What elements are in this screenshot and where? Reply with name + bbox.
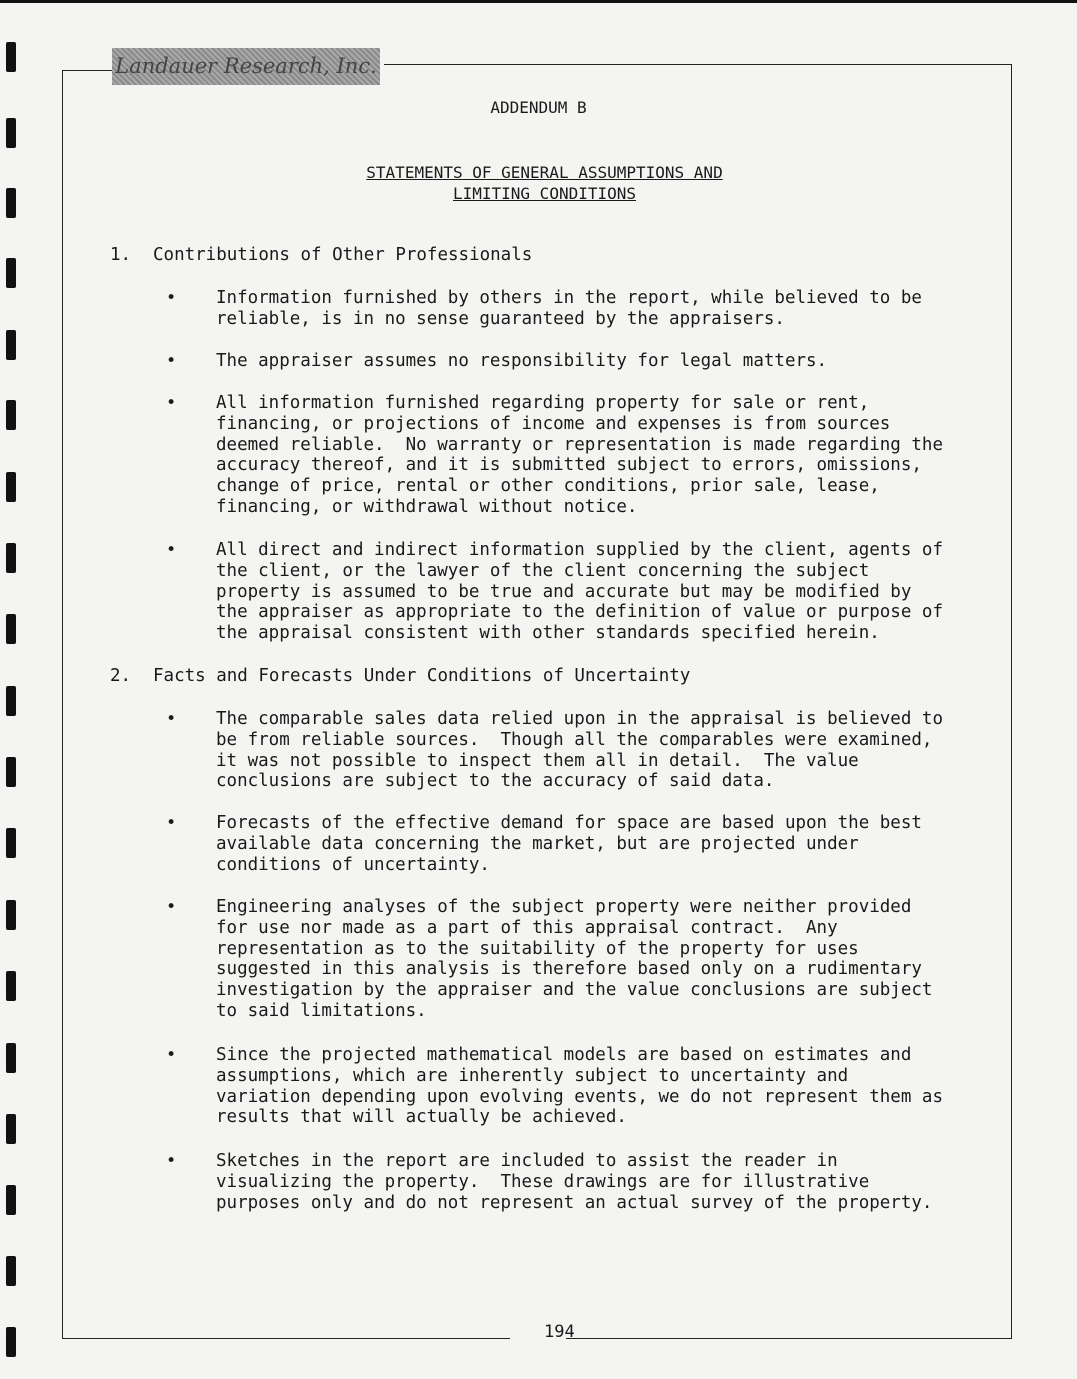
document-title — [6, 163, 1077, 182]
punch-hole — [6, 614, 16, 644]
bullet-marker: • — [166, 288, 177, 308]
title-line-2: LIMITING CONDITIONS — [452, 184, 637, 203]
scan-top-edge — [0, 0, 1077, 3]
text-line: conclusions are subject to the accuracy of said data. — [216, 771, 775, 792]
text-line: assumptions, which are inherently subject to uncertainty and — [216, 1065, 849, 1086]
bullet-marker: • — [166, 1151, 177, 1171]
punch-hole — [6, 400, 16, 430]
text-line: property is assumed to be true and accurate but may be modified by — [216, 581, 912, 602]
punch-hole — [6, 258, 16, 288]
text-line: financing, or projections of income and expenses is from sources — [216, 413, 891, 434]
bullet-marker: • — [166, 1045, 177, 1065]
page-border-right — [1011, 64, 1012, 1338]
punch-hole — [6, 971, 16, 1001]
title-line-1: STATEMENTS OF GENERAL ASSUMPTIONS AND — [366, 163, 723, 182]
text-line: All information furnished regarding property for sale or rent, — [216, 393, 870, 413]
bullet-marker: • — [166, 351, 177, 371]
text-line: variation depending upon evolving events, we do not represent them as — [216, 1086, 943, 1107]
section-heading: Facts and Forecasts Under Conditions of Uncertainty — [153, 666, 691, 686]
text-line: Since the projected mathematical models are based on estimates and — [216, 1045, 912, 1065]
text-line: Sketches in the report are included to assist the reader in — [216, 1151, 838, 1171]
punch-hole — [6, 543, 16, 573]
punch-hole — [6, 757, 16, 787]
text-line: financing, or withdrawal without notice. — [216, 496, 638, 517]
section-heading: Contributions of Other Professionals — [153, 245, 533, 265]
addendum-label: ADDENDUM B — [490, 98, 587, 117]
text-line: deemed reliable. No warranty or representation is made regarding the — [216, 434, 943, 455]
text-line: representation as to the suitability of the property for uses — [216, 938, 859, 959]
text-line: All direct and indirect information supplied by the client, agents of — [216, 540, 943, 560]
text-line: purposes only and do not represent an actual survey of the property. — [216, 1192, 933, 1213]
bullet-marker: • — [166, 813, 177, 833]
list-item — [216, 897, 976, 1022]
punch-hole — [6, 118, 16, 148]
punch-hole — [6, 1256, 16, 1286]
text-line: available data concerning the market, but are projected under — [216, 833, 859, 854]
binding-holes — [0, 0, 20, 1379]
punch-hole — [6, 1114, 16, 1144]
text-line: results that will actually be achieved. — [216, 1107, 627, 1128]
text-line: The comparable sales data relied upon in the appraisal is believed to — [216, 709, 943, 729]
text-line: conditions of uncertainty. — [216, 854, 490, 875]
section-number: 1. — [110, 245, 132, 265]
bullet-marker: • — [166, 393, 177, 413]
bullet-marker: • — [166, 540, 177, 560]
list-item — [216, 351, 976, 372]
text-line: The appraiser assumes no responsibility for legal matters. — [216, 351, 828, 371]
text-line: change of price, rental or other conditions, prior sale, lease, — [216, 476, 880, 497]
punch-hole — [6, 42, 16, 72]
list-item — [216, 393, 976, 518]
punch-hole — [6, 1043, 16, 1073]
document-title — [6, 184, 1077, 203]
list-item — [216, 709, 976, 792]
section-number: 2. — [110, 666, 132, 686]
text-line: to said limitations. — [216, 1000, 427, 1021]
bullet-marker: • — [166, 709, 177, 729]
punch-hole — [6, 330, 16, 360]
text-line: the appraiser as appropriate to the definition of value or purpose of — [216, 602, 943, 623]
page-border-top — [384, 64, 1012, 65]
text-line: reliable, is in no sense guaranteed by the appraisers. — [216, 308, 785, 329]
punch-hole — [6, 1327, 16, 1357]
text-line: visualizing the property. These drawings are for illustrative — [216, 1171, 870, 1192]
list-item — [216, 813, 976, 875]
text-line: Forecasts of the effective demand for space are based upon the best — [216, 813, 922, 833]
text-line: for use nor made as a part of this appraisal contract. Any — [216, 917, 838, 938]
punch-hole — [6, 686, 16, 716]
page-border-bottom — [62, 1338, 510, 1339]
text-line: Engineering analyses of the subject property were neither provided — [216, 897, 912, 917]
list-item — [216, 1045, 976, 1128]
punch-hole — [6, 472, 16, 502]
bullet-marker: • — [166, 897, 177, 917]
text-line: accuracy thereof, and it is submitted subject to errors, omissions, — [216, 455, 922, 476]
page-border-top — [62, 70, 112, 71]
text-line: the client, or the lawyer of the client concerning the subject — [216, 560, 870, 581]
list-item — [216, 1151, 976, 1213]
page-border-left — [62, 70, 63, 1338]
text-line: Information furnished by others in the report, while believed to be — [216, 288, 922, 308]
page-border-bottom — [566, 1338, 1012, 1339]
text-line: it was not possible to inspect them all in detail. The value — [216, 750, 859, 771]
punch-hole — [6, 1185, 16, 1215]
punch-hole — [6, 900, 16, 930]
company-logo: Landauer Research, Inc. — [112, 48, 380, 85]
list-item — [216, 288, 976, 330]
text-line: investigation by the appraiser and the value conclusions are subject — [216, 980, 933, 1001]
text-line: the appraisal consistent with other standards specified herein. — [216, 623, 880, 644]
page-number: 194 — [544, 1322, 575, 1342]
punch-hole — [6, 828, 16, 858]
list-item — [216, 540, 976, 644]
text-line: be from reliable sources. Though all the comparables were examined, — [216, 729, 933, 750]
text-line: suggested in this analysis is therefore based only on a rudimentary — [216, 959, 922, 980]
